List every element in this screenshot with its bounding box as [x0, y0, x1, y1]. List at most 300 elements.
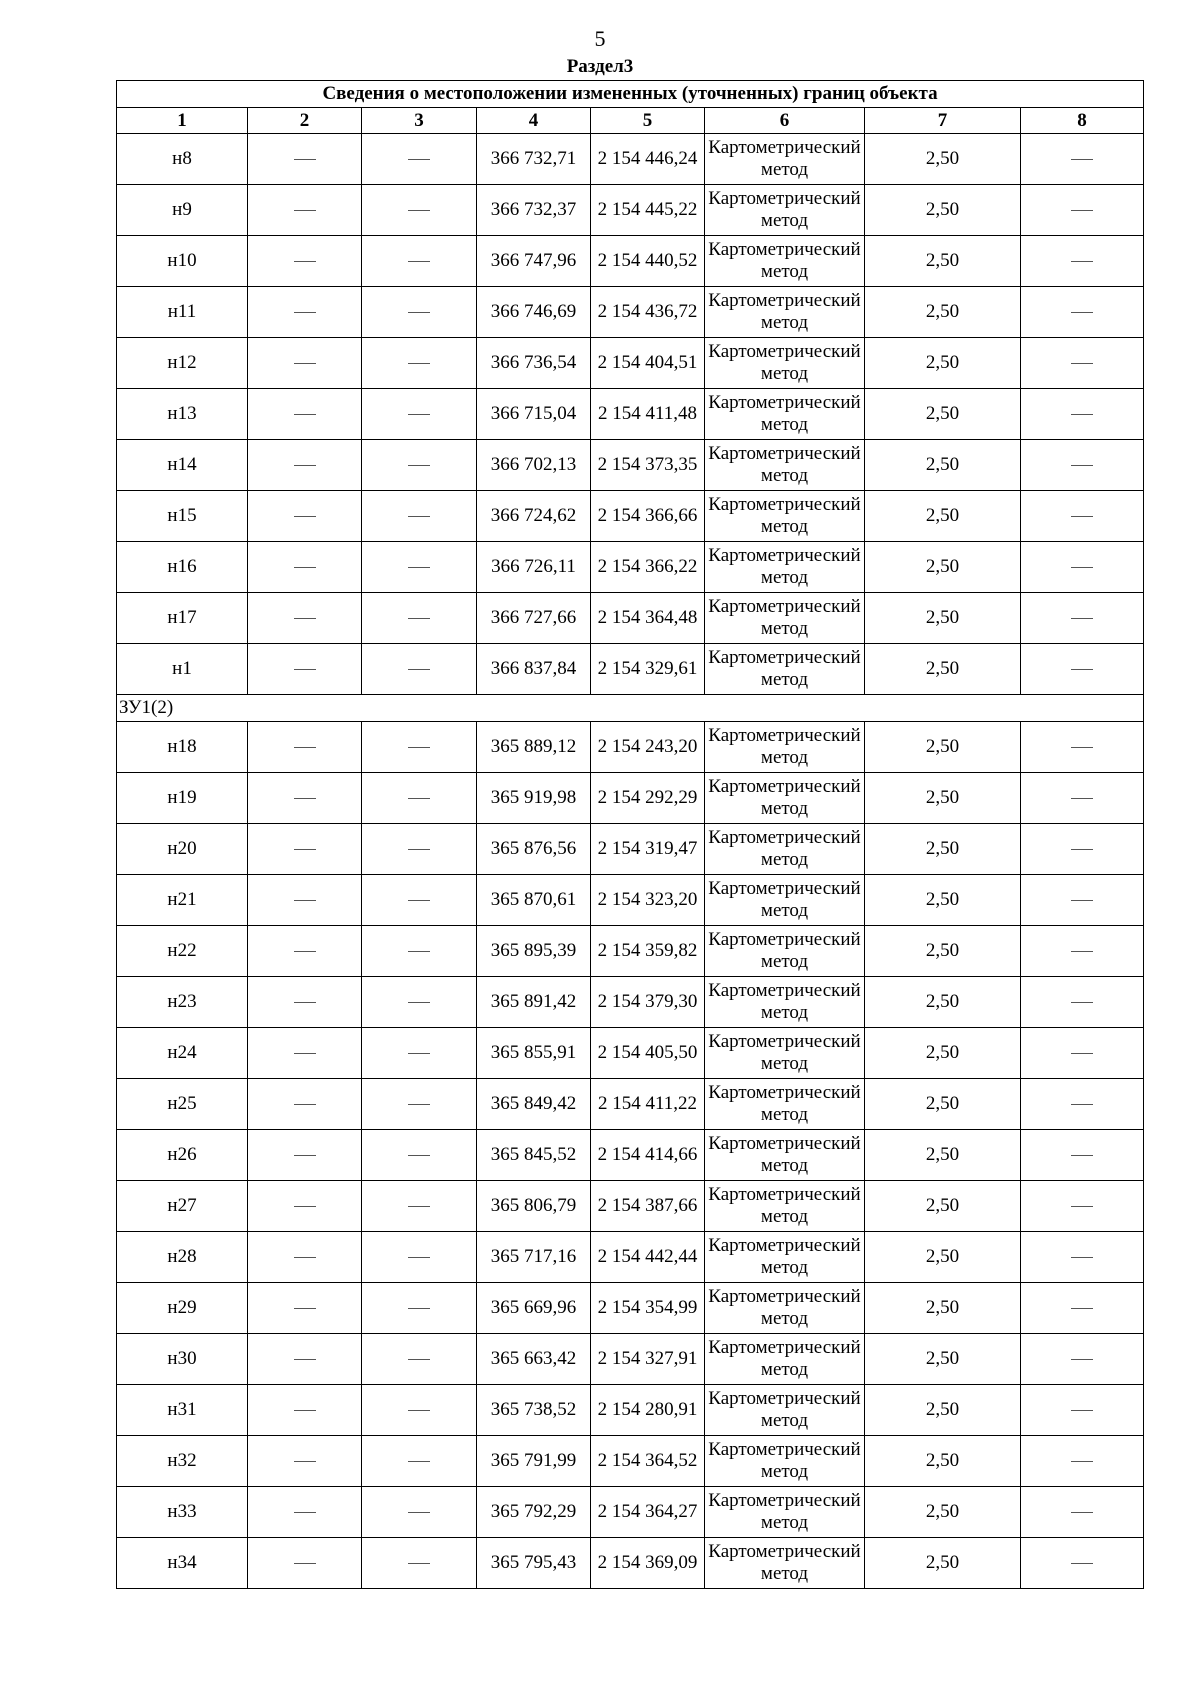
method-cell: Картометрический метод — [705, 824, 865, 875]
x-coordinate-cell: 365 795,43 — [477, 1538, 591, 1589]
x-coordinate-cell: 366 715,04 — [477, 389, 591, 440]
empty-dash-cell — [362, 389, 477, 440]
y-coordinate-cell: 2 154 364,52 — [591, 1436, 705, 1487]
dash-mark — [294, 849, 316, 850]
table-row — [117, 1487, 1144, 1538]
dash-mark — [408, 567, 430, 568]
empty-dash-cell — [1021, 389, 1144, 440]
y-coordinate-cell: 2 154 442,44 — [591, 1232, 705, 1283]
dash-mark — [408, 312, 430, 313]
empty-dash-cell — [362, 440, 477, 491]
table-row — [117, 491, 1144, 542]
y-coordinate-cell: 2 154 373,35 — [591, 440, 705, 491]
empty-dash-cell — [248, 824, 362, 875]
dash-mark — [294, 567, 316, 568]
table-row — [117, 593, 1144, 644]
empty-dash-cell — [248, 1130, 362, 1181]
empty-dash-cell — [1021, 491, 1144, 542]
accuracy-cell: 2,50 — [865, 1487, 1021, 1538]
table-row — [117, 236, 1144, 287]
table-row — [117, 1436, 1144, 1487]
y-coordinate-cell: 2 154 404,51 — [591, 338, 705, 389]
dash-mark — [1071, 1563, 1093, 1564]
y-coordinate-cell: 2 154 445,22 — [591, 185, 705, 236]
empty-dash-cell — [1021, 722, 1144, 773]
table-title: Сведения о местоположении измененных (уточненных) границ объекта — [117, 81, 1144, 108]
empty-dash-cell — [362, 1385, 477, 1436]
x-coordinate-cell: 366 746,69 — [477, 287, 591, 338]
empty-dash-cell — [248, 287, 362, 338]
x-coordinate-cell: 365 663,42 — [477, 1334, 591, 1385]
column-number-row — [117, 108, 1144, 134]
table-row — [117, 1028, 1144, 1079]
dash-mark — [408, 849, 430, 850]
dash-mark — [294, 900, 316, 901]
section-title: Раздел3 — [566, 56, 634, 77]
empty-dash-cell — [362, 1232, 477, 1283]
dash-mark — [294, 1002, 316, 1003]
dash-mark — [294, 618, 316, 619]
empty-dash-cell — [362, 875, 477, 926]
table-row — [117, 1283, 1144, 1334]
x-coordinate-cell: 365 669,96 — [477, 1283, 591, 1334]
point-name-cell: н1 — [117, 644, 248, 695]
dash-mark — [408, 1206, 430, 1207]
dash-mark — [408, 951, 430, 952]
empty-dash-cell — [248, 977, 362, 1028]
accuracy-cell: 2,50 — [865, 1130, 1021, 1181]
empty-dash-cell — [1021, 236, 1144, 287]
empty-dash-cell — [362, 722, 477, 773]
method-cell: Картометрический метод — [705, 1079, 865, 1130]
point-name-cell: н15 — [117, 491, 248, 542]
empty-dash-cell — [362, 1334, 477, 1385]
empty-dash-cell — [248, 338, 362, 389]
empty-dash-cell — [1021, 1283, 1144, 1334]
y-coordinate-cell: 2 154 436,72 — [591, 287, 705, 338]
dash-mark — [408, 1410, 430, 1411]
x-coordinate-cell: 365 791,99 — [477, 1436, 591, 1487]
dash-mark — [294, 1155, 316, 1156]
method-cell: Картометрический метод — [705, 773, 865, 824]
x-coordinate-cell: 365 792,29 — [477, 1487, 591, 1538]
point-name-cell: н32 — [117, 1436, 248, 1487]
page-number: 5 — [594, 26, 606, 51]
empty-dash-cell — [248, 1181, 362, 1232]
empty-dash-cell — [248, 542, 362, 593]
y-coordinate-cell: 2 154 411,48 — [591, 389, 705, 440]
dash-mark — [1071, 261, 1093, 262]
empty-dash-cell — [1021, 1181, 1144, 1232]
dash-mark — [408, 798, 430, 799]
method-cell: Картометрический метод — [705, 491, 865, 542]
dash-mark — [294, 414, 316, 415]
dash-mark — [294, 1359, 316, 1360]
point-name-cell: н16 — [117, 542, 248, 593]
x-coordinate-cell: 365 855,91 — [477, 1028, 591, 1079]
table-row — [117, 134, 1144, 185]
point-name-cell: н13 — [117, 389, 248, 440]
dash-mark — [294, 159, 316, 160]
dash-mark — [1071, 465, 1093, 466]
group1-body — [117, 134, 1144, 695]
dash-mark — [408, 669, 430, 670]
accuracy-cell: 2,50 — [865, 134, 1021, 185]
empty-dash-cell — [248, 236, 362, 287]
empty-dash-cell — [362, 1028, 477, 1079]
x-coordinate-cell: 366 732,37 — [477, 185, 591, 236]
dash-mark — [1071, 567, 1093, 568]
dash-mark — [1071, 1308, 1093, 1309]
accuracy-cell: 2,50 — [865, 185, 1021, 236]
point-name-cell: н33 — [117, 1487, 248, 1538]
dash-mark — [408, 516, 430, 517]
point-name-cell: н14 — [117, 440, 248, 491]
dash-mark — [408, 1053, 430, 1054]
empty-dash-cell — [362, 593, 477, 644]
column-number: 8 — [1021, 108, 1144, 134]
dash-mark — [1071, 516, 1093, 517]
table-row — [117, 185, 1144, 236]
empty-dash-cell — [1021, 1130, 1144, 1181]
method-cell: Картометрический метод — [705, 1487, 865, 1538]
empty-dash-cell — [362, 287, 477, 338]
method-cell: Картометрический метод — [705, 593, 865, 644]
empty-dash-cell — [1021, 1538, 1144, 1589]
empty-dash-cell — [362, 1487, 477, 1538]
method-cell: Картометрический метод — [705, 185, 865, 236]
table-row — [117, 977, 1144, 1028]
dash-mark — [294, 669, 316, 670]
dash-mark — [294, 798, 316, 799]
dash-mark — [1071, 747, 1093, 748]
empty-dash-cell — [362, 824, 477, 875]
dash-mark — [1071, 1155, 1093, 1156]
dash-mark — [294, 1563, 316, 1564]
column-number: 1 — [117, 108, 248, 134]
accuracy-cell: 2,50 — [865, 491, 1021, 542]
dash-mark — [408, 159, 430, 160]
dash-mark — [408, 1563, 430, 1564]
y-coordinate-cell: 2 154 280,91 — [591, 1385, 705, 1436]
empty-dash-cell — [362, 185, 477, 236]
empty-dash-cell — [248, 389, 362, 440]
accuracy-cell: 2,50 — [865, 1538, 1021, 1589]
dash-mark — [294, 1206, 316, 1207]
empty-dash-cell — [1021, 1436, 1144, 1487]
empty-dash-cell — [248, 722, 362, 773]
x-coordinate-cell: 366 702,13 — [477, 440, 591, 491]
y-coordinate-cell: 2 154 329,61 — [591, 644, 705, 695]
dash-mark — [1071, 849, 1093, 850]
column-number: 7 — [865, 108, 1021, 134]
empty-dash-cell — [248, 1334, 362, 1385]
dash-mark — [1071, 900, 1093, 901]
empty-dash-cell — [1021, 773, 1144, 824]
empty-dash-cell — [1021, 875, 1144, 926]
y-coordinate-cell: 2 154 405,50 — [591, 1028, 705, 1079]
dash-mark — [294, 261, 316, 262]
dash-mark — [294, 1410, 316, 1411]
y-coordinate-cell: 2 154 440,52 — [591, 236, 705, 287]
dash-mark — [1071, 210, 1093, 211]
table-row — [117, 1385, 1144, 1436]
point-name-cell: н30 — [117, 1334, 248, 1385]
empty-dash-cell — [248, 593, 362, 644]
y-coordinate-cell: 2 154 369,09 — [591, 1538, 705, 1589]
empty-dash-cell — [1021, 644, 1144, 695]
dash-mark — [1071, 1053, 1093, 1054]
empty-dash-cell — [248, 926, 362, 977]
column-number: 2 — [248, 108, 362, 134]
table-row — [117, 926, 1144, 977]
coordinates-table — [116, 80, 1144, 1589]
dash-mark — [294, 1461, 316, 1462]
empty-dash-cell — [362, 491, 477, 542]
empty-dash-cell — [248, 644, 362, 695]
dash-mark — [408, 1104, 430, 1105]
dash-mark — [294, 363, 316, 364]
empty-dash-cell — [248, 134, 362, 185]
point-name-cell: н19 — [117, 773, 248, 824]
empty-dash-cell — [1021, 1334, 1144, 1385]
empty-dash-cell — [248, 1538, 362, 1589]
empty-dash-cell — [362, 926, 477, 977]
accuracy-cell: 2,50 — [865, 875, 1021, 926]
dash-mark — [408, 1257, 430, 1258]
method-cell: Картометрический метод — [705, 1130, 865, 1181]
point-name-cell: н10 — [117, 236, 248, 287]
y-coordinate-cell: 2 154 327,91 — [591, 1334, 705, 1385]
accuracy-cell: 2,50 — [865, 287, 1021, 338]
empty-dash-cell — [248, 1028, 362, 1079]
x-coordinate-cell: 366 747,96 — [477, 236, 591, 287]
accuracy-cell: 2,50 — [865, 1232, 1021, 1283]
accuracy-cell: 2,50 — [865, 1334, 1021, 1385]
dash-mark — [1071, 1257, 1093, 1258]
x-coordinate-cell: 366 724,62 — [477, 491, 591, 542]
table-row — [117, 773, 1144, 824]
table-row — [117, 1232, 1144, 1283]
empty-dash-cell — [362, 542, 477, 593]
point-name-cell: н12 — [117, 338, 248, 389]
dash-mark — [408, 900, 430, 901]
empty-dash-cell — [248, 440, 362, 491]
table-row — [117, 338, 1144, 389]
y-coordinate-cell: 2 154 323,20 — [591, 875, 705, 926]
accuracy-cell: 2,50 — [865, 1385, 1021, 1436]
dash-mark — [294, 1257, 316, 1258]
table-row — [117, 542, 1144, 593]
table-row — [117, 440, 1144, 491]
column-number: 3 — [362, 108, 477, 134]
empty-dash-cell — [248, 1385, 362, 1436]
empty-dash-cell — [248, 875, 362, 926]
dash-mark — [1071, 1512, 1093, 1513]
dash-mark — [1071, 363, 1093, 364]
x-coordinate-cell: 365 891,42 — [477, 977, 591, 1028]
point-name-cell: н27 — [117, 1181, 248, 1232]
point-name-cell: н11 — [117, 287, 248, 338]
group-label: ЗУ1(2) — [117, 695, 1144, 722]
empty-dash-cell — [248, 1079, 362, 1130]
empty-dash-cell — [248, 1487, 362, 1538]
y-coordinate-cell: 2 154 359,82 — [591, 926, 705, 977]
accuracy-cell: 2,50 — [865, 824, 1021, 875]
dash-mark — [408, 618, 430, 619]
dash-mark — [294, 951, 316, 952]
table-row — [117, 1181, 1144, 1232]
empty-dash-cell — [1021, 287, 1144, 338]
y-coordinate-cell: 2 154 243,20 — [591, 722, 705, 773]
x-coordinate-cell: 365 876,56 — [477, 824, 591, 875]
point-name-cell: н26 — [117, 1130, 248, 1181]
accuracy-cell: 2,50 — [865, 1028, 1021, 1079]
y-coordinate-cell: 2 154 446,24 — [591, 134, 705, 185]
dash-mark — [294, 1512, 316, 1513]
method-cell: Картометрический метод — [705, 1283, 865, 1334]
empty-dash-cell — [362, 644, 477, 695]
empty-dash-cell — [1021, 1232, 1144, 1283]
y-coordinate-cell: 2 154 411,22 — [591, 1079, 705, 1130]
method-cell: Картометрический метод — [705, 1028, 865, 1079]
point-name-cell: н9 — [117, 185, 248, 236]
dash-mark — [408, 1308, 430, 1309]
x-coordinate-cell: 365 806,79 — [477, 1181, 591, 1232]
empty-dash-cell — [248, 1232, 362, 1283]
accuracy-cell: 2,50 — [865, 644, 1021, 695]
table-row — [117, 644, 1144, 695]
table-row — [117, 722, 1144, 773]
x-coordinate-cell: 366 727,66 — [477, 593, 591, 644]
dash-mark — [294, 1053, 316, 1054]
dash-mark — [1071, 159, 1093, 160]
x-coordinate-cell: 365 717,16 — [477, 1232, 591, 1283]
group2-body — [117, 722, 1144, 1589]
y-coordinate-cell: 2 154 292,29 — [591, 773, 705, 824]
empty-dash-cell — [1021, 1487, 1144, 1538]
point-name-cell: н22 — [117, 926, 248, 977]
dash-mark — [1071, 1410, 1093, 1411]
dash-mark — [1071, 1461, 1093, 1462]
dash-mark — [1071, 1002, 1093, 1003]
dash-mark — [408, 747, 430, 748]
empty-dash-cell — [362, 977, 477, 1028]
empty-dash-cell — [1021, 185, 1144, 236]
empty-dash-cell — [1021, 1028, 1144, 1079]
method-cell: Картометрический метод — [705, 644, 865, 695]
accuracy-cell: 2,50 — [865, 593, 1021, 644]
table-row — [117, 875, 1144, 926]
group-label-row — [117, 695, 1144, 722]
accuracy-cell: 2,50 — [865, 1079, 1021, 1130]
dash-mark — [1071, 414, 1093, 415]
point-name-cell: н8 — [117, 134, 248, 185]
point-name-cell: н17 — [117, 593, 248, 644]
y-coordinate-cell: 2 154 379,30 — [591, 977, 705, 1028]
empty-dash-cell — [1021, 338, 1144, 389]
x-coordinate-cell: 365 845,52 — [477, 1130, 591, 1181]
accuracy-cell: 2,50 — [865, 440, 1021, 491]
x-coordinate-cell: 366 736,54 — [477, 338, 591, 389]
point-name-cell: н21 — [117, 875, 248, 926]
table-title-row — [117, 81, 1144, 108]
empty-dash-cell — [248, 773, 362, 824]
dash-mark — [408, 1155, 430, 1156]
dash-mark — [408, 1461, 430, 1462]
empty-dash-cell — [362, 338, 477, 389]
method-cell: Картометрический метод — [705, 542, 865, 593]
empty-dash-cell — [362, 1181, 477, 1232]
column-number: 6 — [705, 108, 865, 134]
empty-dash-cell — [248, 1283, 362, 1334]
group2-header — [117, 695, 1144, 722]
accuracy-cell: 2,50 — [865, 1181, 1021, 1232]
dash-mark — [294, 747, 316, 748]
dash-mark — [294, 312, 316, 313]
dash-mark — [408, 1002, 430, 1003]
x-coordinate-cell: 366 726,11 — [477, 542, 591, 593]
point-name-cell: н18 — [117, 722, 248, 773]
point-name-cell: н24 — [117, 1028, 248, 1079]
x-coordinate-cell: 365 870,61 — [477, 875, 591, 926]
accuracy-cell: 2,50 — [865, 542, 1021, 593]
dash-mark — [1071, 669, 1093, 670]
column-number: 5 — [591, 108, 705, 134]
dash-mark — [408, 363, 430, 364]
empty-dash-cell — [362, 1436, 477, 1487]
y-coordinate-cell: 2 154 364,48 — [591, 593, 705, 644]
table-row — [117, 389, 1144, 440]
y-coordinate-cell: 2 154 414,66 — [591, 1130, 705, 1181]
dash-mark — [294, 1104, 316, 1105]
dash-mark — [408, 414, 430, 415]
x-coordinate-cell: 365 895,39 — [477, 926, 591, 977]
dash-mark — [1071, 1359, 1093, 1360]
method-cell: Картометрический метод — [705, 134, 865, 185]
point-name-cell: н23 — [117, 977, 248, 1028]
dash-mark — [408, 465, 430, 466]
y-coordinate-cell: 2 154 354,99 — [591, 1283, 705, 1334]
dash-mark — [294, 465, 316, 466]
accuracy-cell: 2,50 — [865, 773, 1021, 824]
accuracy-cell: 2,50 — [865, 236, 1021, 287]
accuracy-cell: 2,50 — [865, 722, 1021, 773]
dash-mark — [408, 261, 430, 262]
method-cell: Картометрический метод — [705, 1334, 865, 1385]
empty-dash-cell — [1021, 926, 1144, 977]
method-cell: Картометрический метод — [705, 1181, 865, 1232]
empty-dash-cell — [362, 1283, 477, 1334]
empty-dash-cell — [1021, 824, 1144, 875]
table-row — [117, 1130, 1144, 1181]
empty-dash-cell — [248, 185, 362, 236]
method-cell: Картометрический метод — [705, 236, 865, 287]
empty-dash-cell — [1021, 977, 1144, 1028]
point-name-cell: н29 — [117, 1283, 248, 1334]
x-coordinate-cell: 366 837,84 — [477, 644, 591, 695]
method-cell: Картометрический метод — [705, 1232, 865, 1283]
empty-dash-cell — [248, 491, 362, 542]
dash-mark — [408, 210, 430, 211]
method-cell: Картометрический метод — [705, 1436, 865, 1487]
method-cell: Картометрический метод — [705, 389, 865, 440]
dash-mark — [1071, 951, 1093, 952]
table-row — [117, 824, 1144, 875]
point-name-cell: н34 — [117, 1538, 248, 1589]
method-cell: Картометрический метод — [705, 287, 865, 338]
empty-dash-cell — [1021, 134, 1144, 185]
